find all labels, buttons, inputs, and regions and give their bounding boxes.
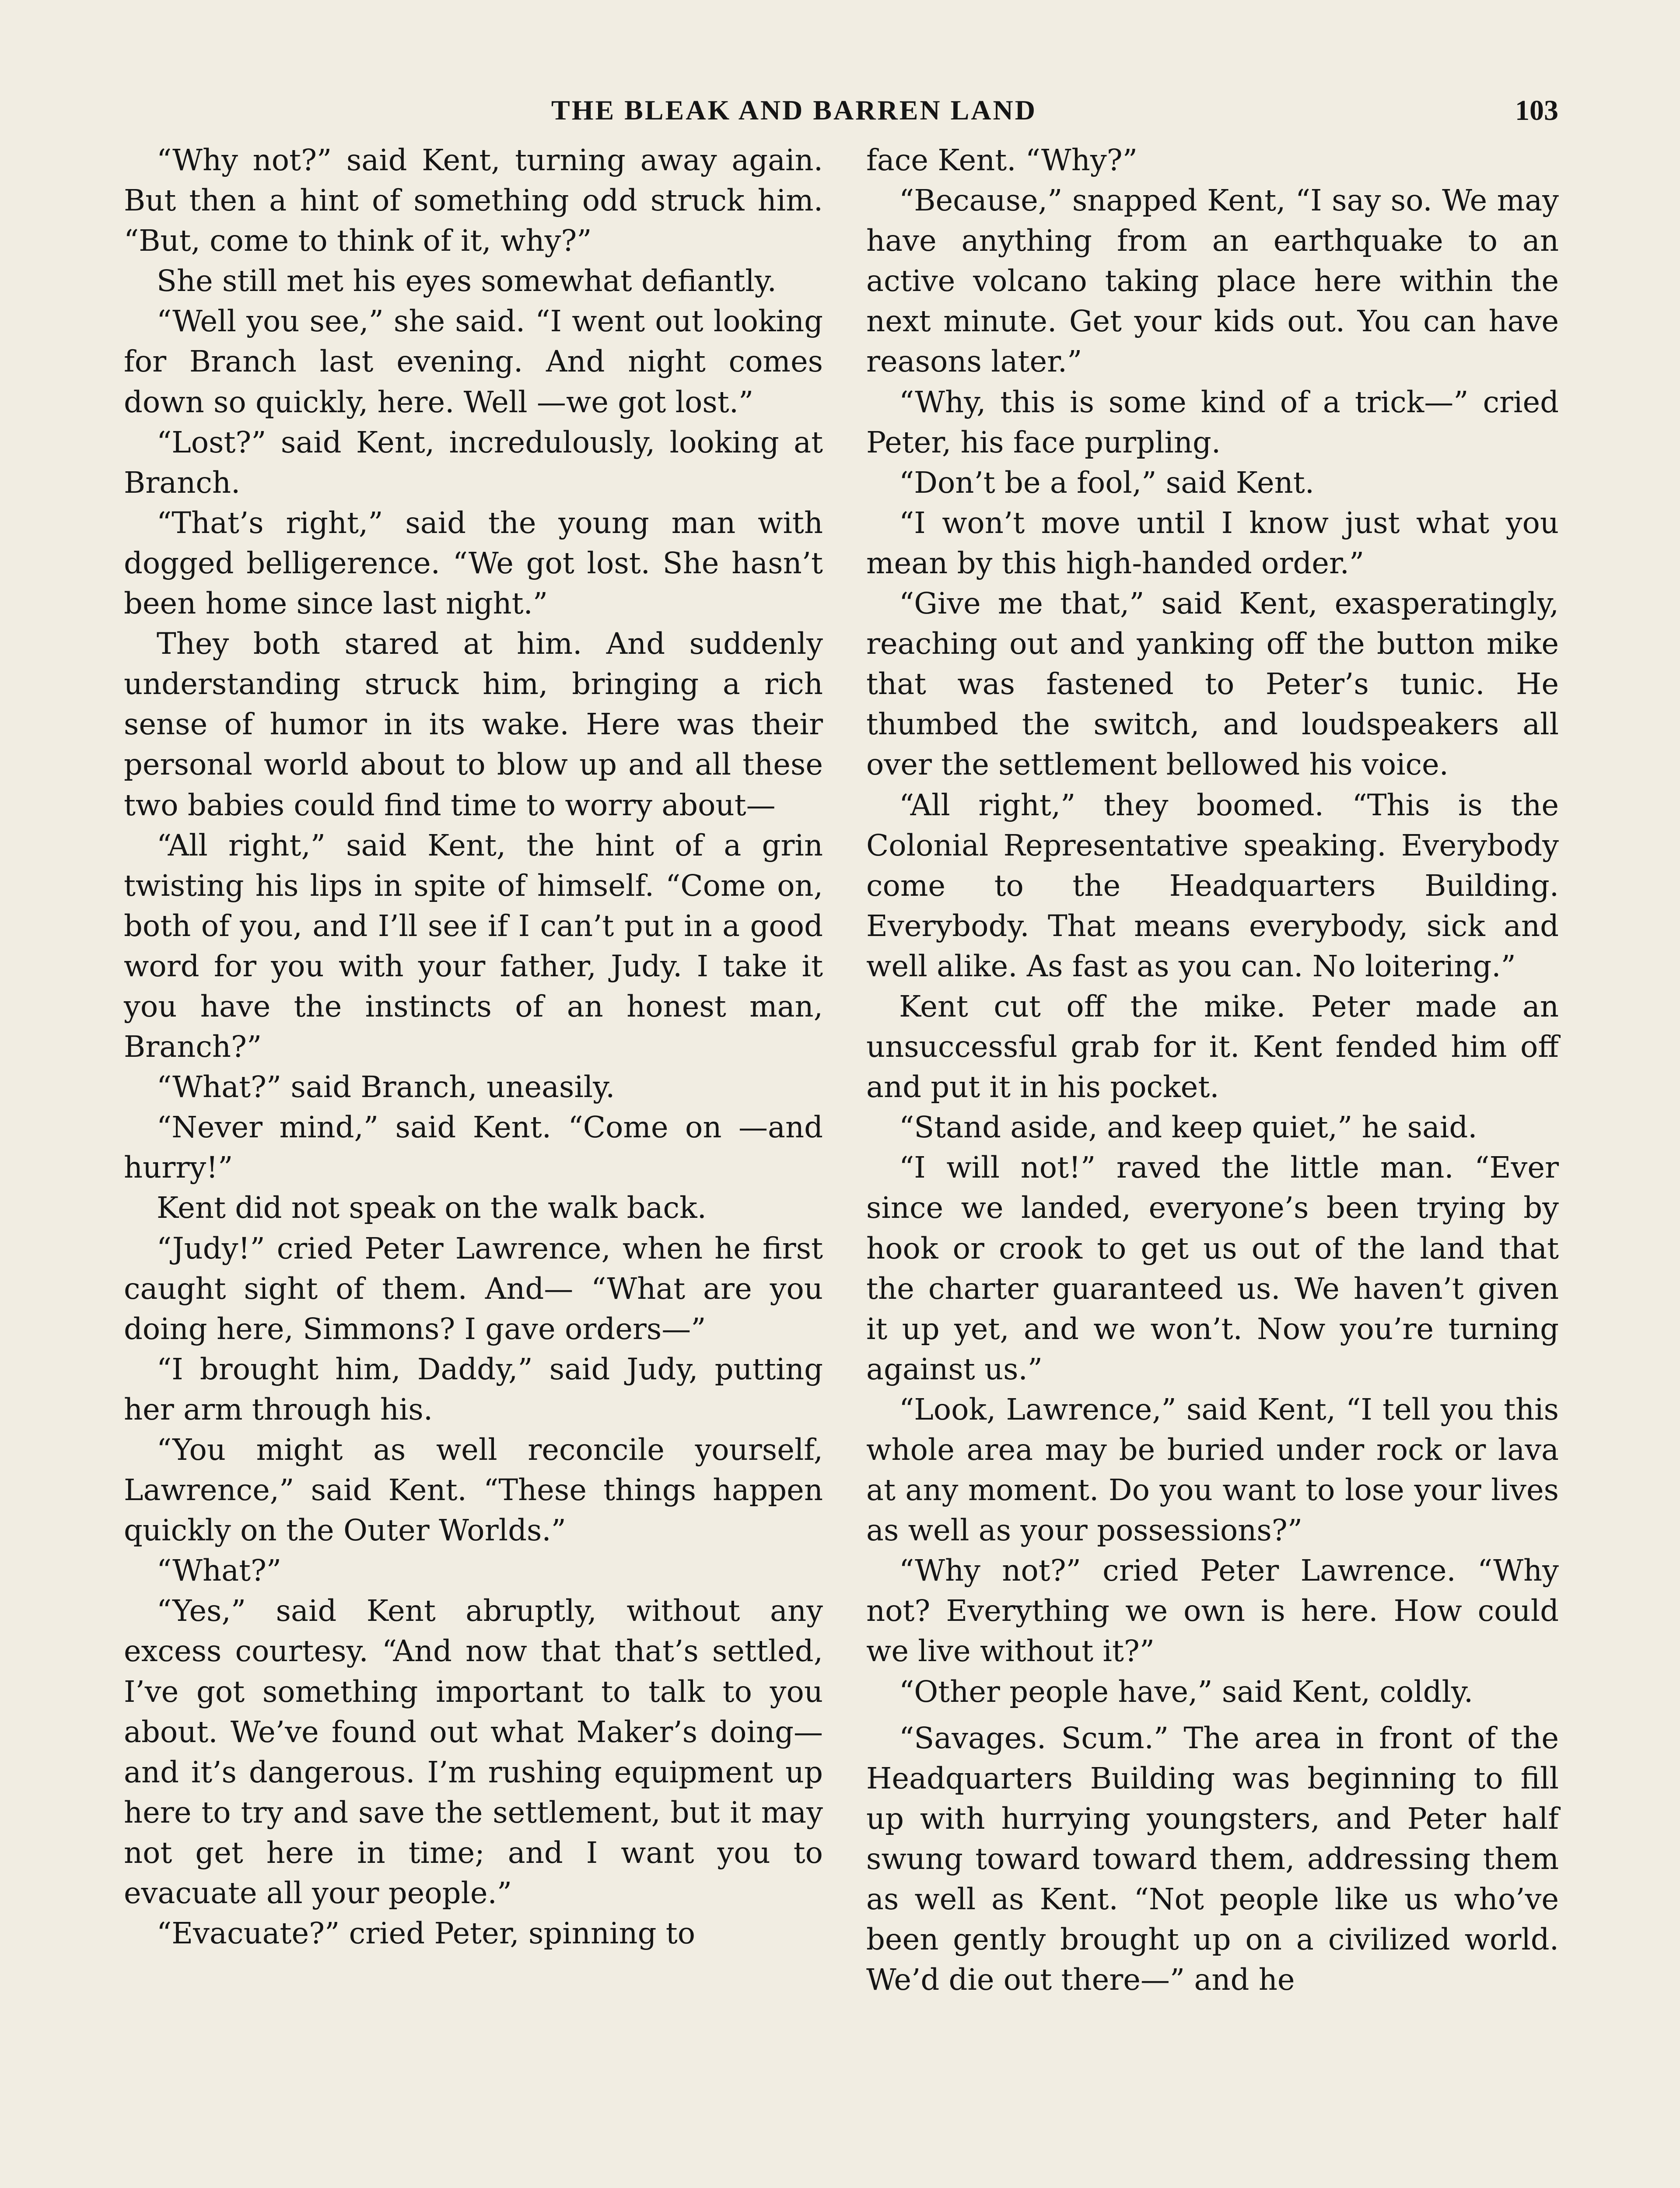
paragraph: “Stand aside, and keep quiet,” he said. [899,1110,1477,1145]
paragraph: Kent did not speak on the walk back. [157,1191,707,1225]
paragraph: “Why, this is some kind of a trick—” cried Peter, his face purpling. [866,385,1559,459]
paragraph: “What?” said Branch, uneasily. [157,1070,615,1105]
paragraph: “I won’t move until I know just what you mean by this high-handed order.” [866,505,1559,580]
paragraph: “Don’t be a fool,” said Kent. [899,465,1315,500]
paragraph: “You might as well reconcile yourself, Lawrence,” said Kent. “These things happen quickly on the Outer Worlds.” [124,1433,823,1548]
paragraph: “Savages. Scum.” The area in front of the Headquarters Building was beginning to fill up with hurrying youngsters, and Peter half swung toward toward them, addressing them as well as Kent. “Not people like us who’ve been gently brought up on a civilized world. We’d die out there—” and he [866,1721,1559,1997]
paragraph: “I brought him, Daddy,” said Judy, putting her arm through his. [124,1352,823,1427]
paragraph: “Look, Lawrence,” said Kent, “I tell you this whole area may be buried under rock or lava at any moment. Do you want to lose your lives as well as your possessions?” [866,1392,1559,1548]
paragraph: “Why not?” cried Peter Lawrence. “Why not? Everything we own is here. How could we live without it?” [866,1553,1559,1669]
page-number: 103 [1515,95,1558,126]
paragraph: “Never mind,” said Kent. “Come on —and hurry!” [124,1110,823,1185]
paragraph: “What?” [157,1553,282,1588]
paragraph: “Why not?” said Kent, turning away again. But then a hint of something odd struck him. “But, come to think of it, why?” [124,143,823,258]
paragraph: Kent cut off the mike. Peter made an unsuccessful grab for it. Kent fended him off and put it in his pocket. [866,989,1559,1105]
paragraph: “That’s right,” said the young man with dogged belligerence. “We got lost. She hasn’t been home since last night.” [124,505,823,621]
left-column [124,140,823,1953]
paragraph: “Give me that,” said Kent, exasperatingly, reaching out and yanking off the button mike that was fastened to Peter’s tunic. He thumbed the switch, and loudspeakers all over the settlement bellowed his voice. [866,586,1559,782]
paragraph: “All right,” said Kent, the hint of a grin twisting his lips in spite of himself. “Come on, both of you, and I’ll see if I can’t put in a good word for you with your father, Judy. I take it you have the instincts of an honest man, Branch?” [124,828,823,1064]
chapter-title: THE BLEAK AND BARREN LAND [551,95,1037,126]
paragraph: They both stared at him. And suddenly understanding struck him, bringing a rich sense of humor in its wake. Here was their personal world about to blow up and all these two babies could find time to worry about— [124,627,823,822]
paragraph: “Judy!” cried Peter Lawrence, when he first caught sight of them. And— “What are you doing here, Simmons? I gave orders—” [124,1231,823,1346]
running-header [551,94,1558,133]
paragraph: face Kent. “Why?” [866,143,1138,177]
paragraph: “Other people have,” said Kent, coldly. [899,1674,1474,1709]
paragraph: “Well you see,” she said. “I went out looking for Branch last evening. And night comes down so quickly, here. Well —we got lost.” [124,304,823,419]
paragraph: “Because,” snapped Kent, “I say so. We may have anything from an earthquake to an active volcano taking place here within the next minute. Get your kids out. You can have reasons later.” [866,183,1559,379]
paragraph: “All right,” they boomed. “This is the Colonial Representative speaking. Everybody come to the Headquarters Building. Everybody. That means everybody, sick and well alike. As fast as you can. No loitering.” [866,788,1559,983]
right-column [866,140,1559,2000]
paragraph: “I will not!” raved the little man. “Ever since we landed, everyone’s been trying by hook or crook to get us out of the land that the charter guaranteed us. We haven’t given it up yet, and we won’t. Now you’re turning against us.” [866,1150,1559,1386]
paragraph: “Lost?” said Kent, incredulously, looking at Branch. [124,425,823,500]
paragraph: She still met his eyes somewhat defiantly. [157,264,777,298]
paragraph: “Yes,” said Kent abruptly, without any excess courtesy. “And now that that’s settled, I’ve got something important to talk to you about. We’ve found out what Maker’s doing—and it’s dangerous. I’m rushing equipment up here to try and save the settlement, but it may not get here in time; and I want you to evacuate all your people.” [124,1594,823,1911]
paragraph: “Evacuate?” cried Peter, spinning to [157,1916,696,1951]
